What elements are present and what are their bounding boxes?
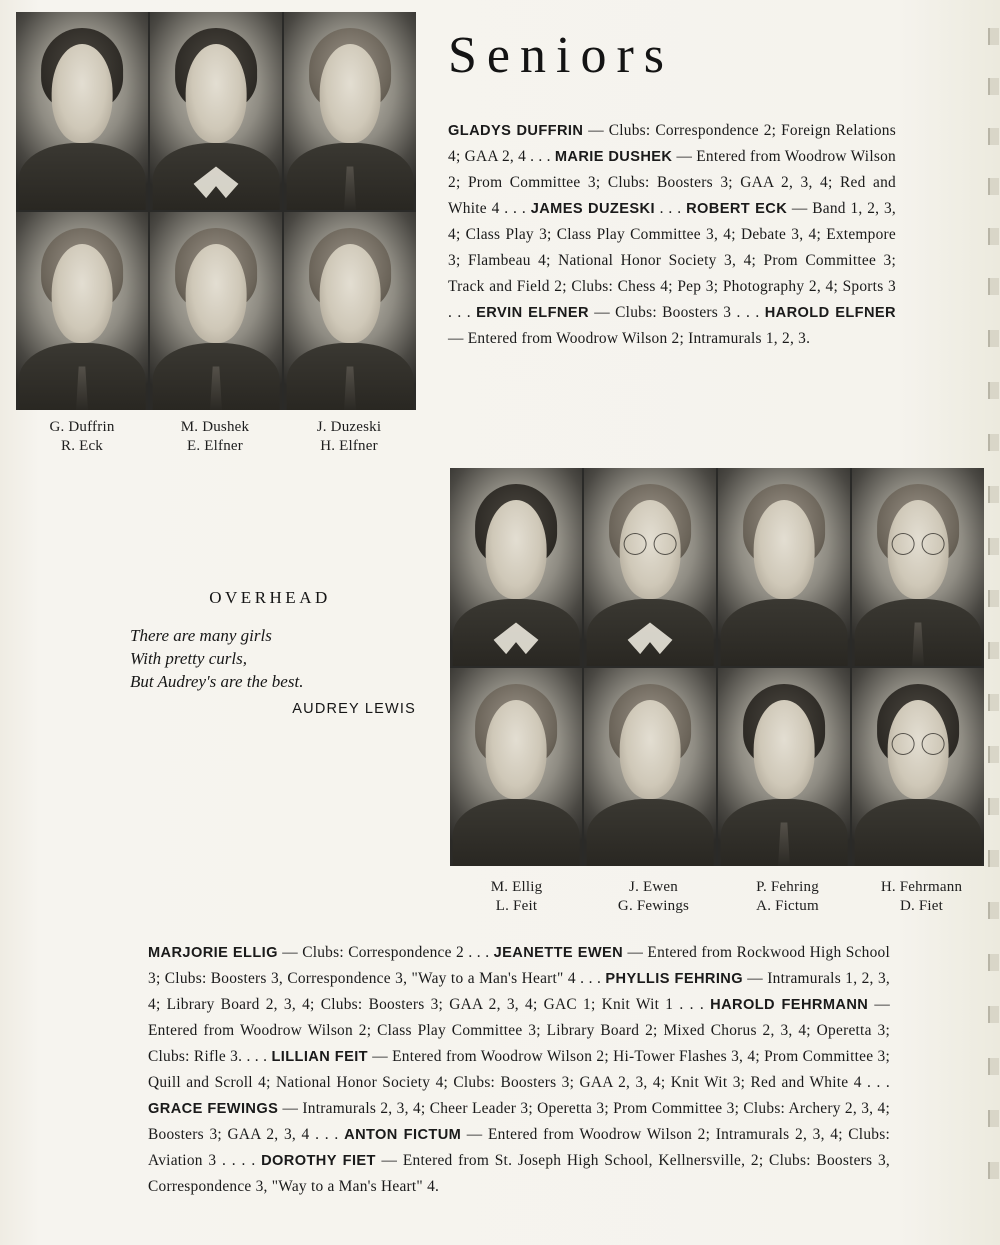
- caption-line: L. Feit: [495, 898, 538, 914]
- caption-line: M. Ellig: [490, 879, 543, 895]
- caption-line: P. Fehring: [756, 879, 819, 895]
- caption-line: R. Eck: [60, 438, 104, 454]
- caption-bottom-col4: [855, 878, 988, 916]
- caption-line: H. Fehrmann: [880, 879, 963, 895]
- overhead-line-3: But Audrey's are the best.: [130, 672, 304, 691]
- page-title: Seniors: [448, 27, 674, 84]
- portrait-d-fiet: [852, 668, 984, 866]
- overhead-line-2: With pretty curls,: [130, 649, 247, 668]
- senior-listing-top-text: GLADYS DUFFRIN — Clubs: Correspondence 2; Foreign Relations 4; GAA 2, 4 . . . MARIE DUSHEK — Entered from Woodrow Wilson 2; Prom Committee 3; Clubs: Boosters 3; GAA 2, 3, 4; Red and White 4 . . . JAMES DUZESKI . . . ROBERT ECK — Band 1, 2, 3, 4; Class Play 3; Class Play Committee 3, 4; Debate 3, 4; Extempore 3; Flambeau 4; National Honor Society 3, 4; Prom Committee 3; Track and Field 2; Clubs: Chess 4; Pep 3; Photography 2, 4; Sports 3 . . . ERVIN ELFNER — Clubs: Boosters 3 . . . HAROLD ELFNER — Entered from Woodrow Wilson 2; Intramurals 1, 2, 3.: [448, 122, 897, 347]
- bottom-portrait-grid: [450, 468, 984, 866]
- portrait-g-fewings: [584, 668, 716, 866]
- portrait-e-elfner: [150, 212, 282, 410]
- portrait-m-ellig: [450, 468, 582, 666]
- senior-listing-top: [448, 118, 896, 352]
- portrait-a-fictum: [718, 668, 850, 866]
- caption-line: D. Fiet: [899, 898, 944, 914]
- caption-line: G. Duffrin: [49, 419, 115, 435]
- caption-bottom-col3: [721, 878, 854, 916]
- senior-listing-bottom: [148, 940, 890, 1200]
- caption-bottom-col1: [450, 878, 583, 916]
- overhead-author: AUDREY LEWIS: [292, 701, 416, 717]
- portrait-l-feit: [450, 668, 582, 866]
- caption-line: M. Dushek: [180, 419, 250, 435]
- caption-top-col1: [16, 418, 148, 456]
- caption-line: H. Elfner: [320, 438, 378, 454]
- caption-line: J. Duzeski: [316, 419, 382, 435]
- portrait-g-duffrin: [16, 12, 148, 210]
- caption-bottom-col2: [587, 878, 720, 916]
- portrait-j-duzeski: [284, 12, 416, 210]
- portrait-h-fehrmann: [852, 468, 984, 666]
- top-portrait-grid: [16, 12, 416, 410]
- portrait-h-elfner: [284, 212, 416, 410]
- portrait-m-dushek: [150, 12, 282, 210]
- caption-top-col3: [283, 418, 415, 456]
- overhead-title: OVERHEAD: [209, 588, 331, 607]
- caption-top-col2: [149, 418, 281, 456]
- senior-listing-bottom-text: MARJORIE ELLIG — Clubs: Correspondence 2 . . . JEANETTE EWEN — Entered from Rockwood High School 3; Clubs: Boosters 3, Correspondence 3, "Way to a Man's Heart" 4 . . . PHYLLIS FEHRING — Intramurals 1, 2, 3, 4; Library Board 2, 3, 4; Clubs: Boosters 3; GAA 2, 3, 4; GAC 1; Knit Wit 1 . . . HAROLD FEHRMANN — Entered from Woodrow Wilson 2; Class Play Committee 3; Library Board 2; Mixed Chorus 2, 3, 4; Operetta 3; Clubs: Rifle 3. . . . LILLIAN FEIT — Entered from Woodrow Wilson 2; Hi-Tower Flashes 3, 4; Prom Committee 3; Quill and Scroll 4; National Honor Society 4; Clubs: Boosters 3; GAA 2, 3, 4; Knit Wit 3; Red and White 4 . . . GRACE FEWINGS — Intramurals 2, 3, 4; Cheer Leader 3; Operetta 3; Prom Committee 3; Clubs: Archery 2, 3, 4; Boosters 3; GAA 2, 3, 4 . . . ANTON FICTUM — Entered from Woodrow Wilson 2; Intramurals 2, 3, 4; Clubs: Aviation 3 . . . . DOROTHY FIET — Entered from St. Joseph High School, Kellnersville, 2; Clubs: Boosters 3, Correspondence 3, "Way to a Man's Heart" 4.: [148, 944, 891, 1195]
- caption-line: A. Fictum: [756, 898, 819, 914]
- page-edge-artifacts: [986, 0, 1000, 1245]
- overhead-poem: [120, 588, 420, 717]
- portrait-r-eck: [16, 212, 148, 410]
- caption-line: E. Elfner: [187, 438, 243, 454]
- caption-line: G. Fewings: [617, 898, 690, 914]
- portrait-p-fehring: [718, 468, 850, 666]
- portrait-j-ewen: [584, 468, 716, 666]
- caption-line: J. Ewen: [629, 879, 678, 895]
- overhead-line-1: There are many girls: [130, 626, 272, 645]
